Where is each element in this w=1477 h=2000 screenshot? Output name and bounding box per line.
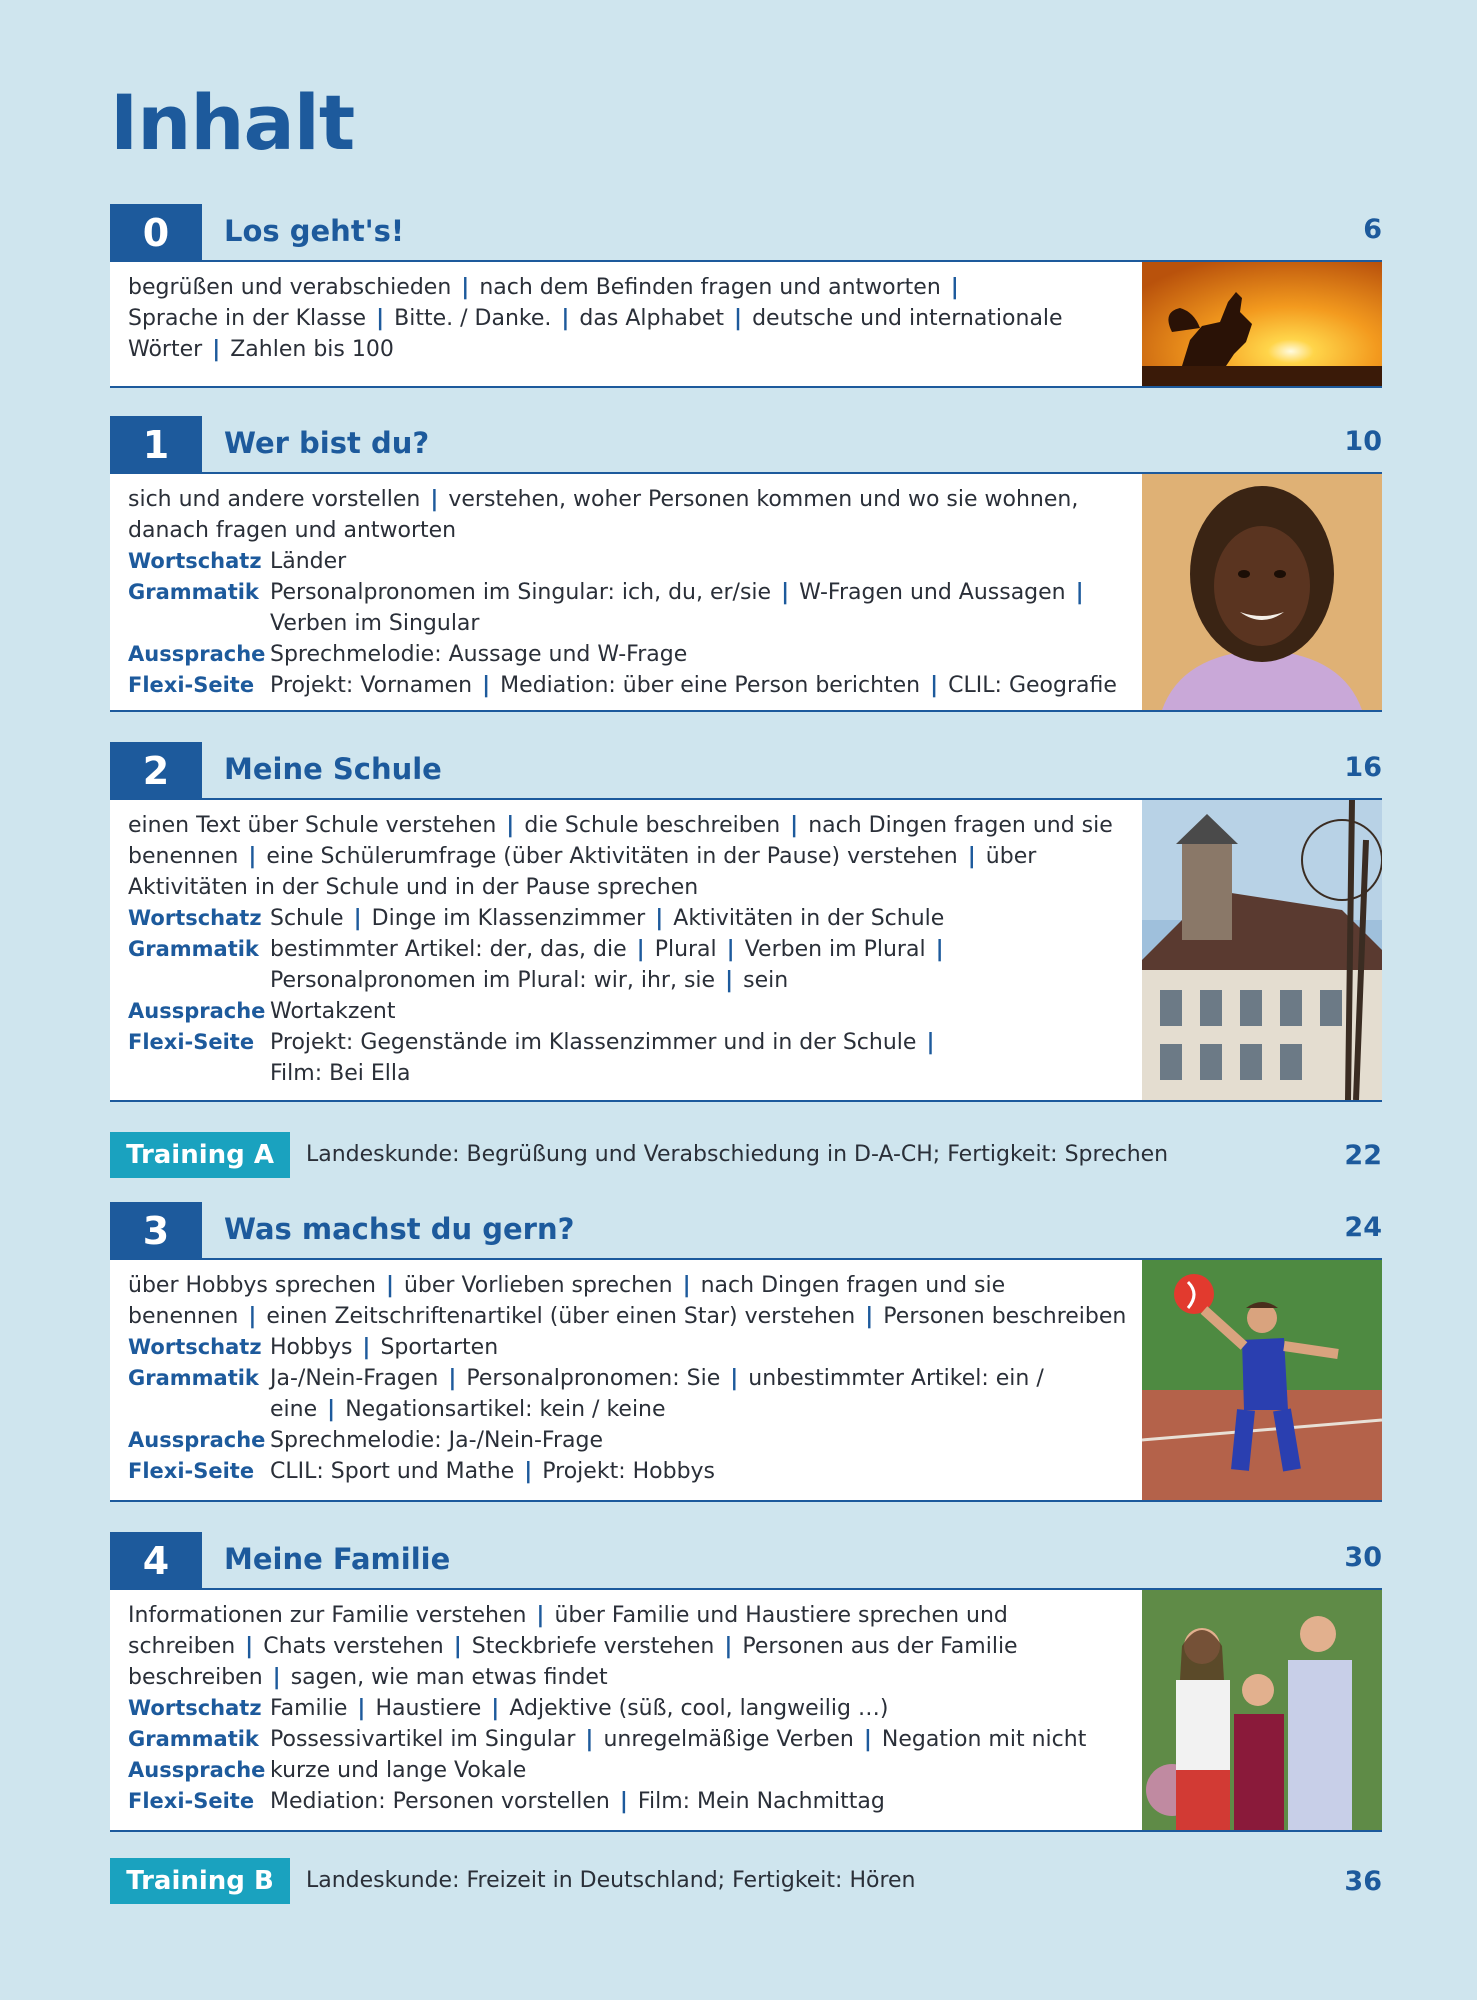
unit-header xyxy=(110,204,1382,262)
separator: | xyxy=(482,673,491,698)
topic: über Vorlieben sprechen xyxy=(403,1273,673,1298)
separator: | xyxy=(461,275,470,300)
flexi-row xyxy=(128,670,1138,701)
topic: einen Text über Schule verstehen xyxy=(128,813,497,838)
separator: | xyxy=(357,1696,366,1721)
unit-page-number[interactable]: 30 xyxy=(1344,1542,1382,1573)
aussprache-row xyxy=(128,639,1138,670)
unit-content xyxy=(128,810,1138,1089)
unit-2 xyxy=(110,742,1382,1102)
separator: | xyxy=(561,306,570,331)
unit-page-number[interactable]: 16 xyxy=(1344,752,1382,783)
sunset-rooster-photo xyxy=(1142,262,1382,386)
unit-number: 2 xyxy=(110,742,202,800)
flexi-row xyxy=(128,1786,1138,1817)
unit-title[interactable]: Wer bist du? xyxy=(224,426,430,460)
separator: | xyxy=(248,1304,257,1329)
topic: Sprache in der Klasse xyxy=(128,306,367,331)
topic: Ja-/Nein-Fragen xyxy=(270,1366,439,1391)
grammatik-row xyxy=(128,934,1138,996)
flexi-label: Flexi-Seite xyxy=(128,1459,255,1483)
topic: einen Zeitschriftenartikel (über einen Star) verstehen xyxy=(266,1304,856,1329)
topic: Aktivitäten in der Schule xyxy=(673,906,945,931)
aussprache-label: Aussprache xyxy=(128,642,266,666)
separator: | xyxy=(865,1304,874,1329)
training-page-number[interactable]: 22 xyxy=(1344,1140,1382,1171)
wortschatz-label: Wortschatz xyxy=(128,1335,262,1359)
wortschatz-row xyxy=(128,903,1138,934)
separator: | xyxy=(245,1634,254,1659)
topic: Verben im Plural xyxy=(744,937,926,962)
aussprache-row xyxy=(128,996,1138,1027)
topic: Informationen zur Familie verstehen xyxy=(128,1603,527,1628)
topic: sagen, wie man etwas findet xyxy=(290,1665,608,1690)
grammatik-row xyxy=(128,1363,1138,1425)
unit-header xyxy=(110,1532,1382,1590)
grammatik-row xyxy=(128,1724,1138,1755)
unit-1 xyxy=(110,416,1382,712)
separator: | xyxy=(967,844,976,869)
topic: deutsche und internationale Wörter xyxy=(128,306,1063,362)
separator: | xyxy=(385,1273,394,1298)
unit-number: 3 xyxy=(110,1202,202,1260)
topic: Possessivartikel im Singular xyxy=(270,1727,576,1752)
topic: Film: Bei Ella xyxy=(270,1061,411,1086)
separator: | xyxy=(950,275,959,300)
separator: | xyxy=(491,1696,500,1721)
topic: Film: Mein Nachmittag xyxy=(637,1789,885,1814)
wortschatz-label: Wortschatz xyxy=(128,906,262,930)
separator: | xyxy=(536,1603,545,1628)
topic: die Schule beschreiben xyxy=(524,813,781,838)
topic: Sprechmelodie: Aussage und W-Frage xyxy=(270,642,688,667)
unit-0 xyxy=(110,204,1382,388)
unit-content xyxy=(128,1270,1138,1487)
unit-body xyxy=(110,800,1382,1102)
topic: Familie xyxy=(270,1696,348,1721)
separator: | xyxy=(730,1366,739,1391)
separator: | xyxy=(212,337,221,362)
girl-portrait-photo xyxy=(1142,474,1382,710)
separator: | xyxy=(725,968,734,993)
training-badge[interactable]: Training B xyxy=(110,1858,290,1904)
separator: | xyxy=(353,906,362,931)
topic: W-Fragen und Aussagen xyxy=(799,580,1066,605)
topic: sein xyxy=(743,968,789,993)
unit-title[interactable]: Meine Familie xyxy=(224,1542,451,1576)
flexi-label: Flexi-Seite xyxy=(128,673,255,697)
separator: | xyxy=(781,580,790,605)
unit-header xyxy=(110,742,1382,800)
unit-3 xyxy=(110,1202,1382,1502)
unit-number: 1 xyxy=(110,416,202,474)
training-badge[interactable]: Training A xyxy=(110,1132,290,1178)
aussprache-label: Aussprache xyxy=(128,1428,266,1452)
topic: Wortakzent xyxy=(270,999,396,1024)
unit-body xyxy=(110,1590,1382,1832)
unit-content xyxy=(128,272,1138,365)
separator: | xyxy=(863,1727,872,1752)
unit-header xyxy=(110,1202,1382,1260)
separator: | xyxy=(453,1634,462,1659)
separator: | xyxy=(1075,580,1084,605)
unit-body xyxy=(110,474,1382,712)
topic: bestimmter Artikel: der, das, die xyxy=(270,937,627,962)
separator: | xyxy=(935,937,944,962)
grammatik-label: Grammatik xyxy=(128,580,259,604)
flexi-label: Flexi-Seite xyxy=(128,1789,255,1813)
unit-title[interactable]: Los geht's! xyxy=(224,214,405,248)
topic: Personen aus der Familie beschreiben xyxy=(128,1634,1018,1690)
separator: | xyxy=(636,937,645,962)
aussprache-label: Aussprache xyxy=(128,999,266,1023)
unit-title[interactable]: Was machst du gern? xyxy=(224,1212,575,1246)
topic: nach dem Befinden fragen und antworten xyxy=(479,275,941,300)
separator: | xyxy=(790,813,799,838)
topic: begrüßen und verabschieden xyxy=(128,275,452,300)
grammatik-label: Grammatik xyxy=(128,1366,259,1390)
flexi-row xyxy=(128,1027,1138,1089)
topic: verstehen, woher Personen kommen und wo sie wohnen, danach fragen und antworten xyxy=(128,487,1079,543)
topic: Sportarten xyxy=(380,1335,499,1360)
unit-number: 0 xyxy=(110,204,202,262)
unit-content xyxy=(128,1600,1138,1817)
flexi-label: Flexi-Seite xyxy=(128,1030,255,1054)
separator: | xyxy=(376,306,385,331)
wortschatz-row xyxy=(128,1693,1138,1724)
aussprache-row xyxy=(128,1755,1138,1786)
wortschatz-row xyxy=(128,546,1138,577)
aussprache-label: Aussprache xyxy=(128,1758,266,1782)
topic: über Aktivitäten in der Schule und in der Pause sprechen xyxy=(128,844,1037,900)
separator: | xyxy=(682,1273,691,1298)
topic: Dinge im Klassenzimmer xyxy=(371,906,646,931)
separator: | xyxy=(272,1665,281,1690)
topic: unregelmäßige Verben xyxy=(603,1727,854,1752)
grammatik-label: Grammatik xyxy=(128,937,259,961)
unit-body xyxy=(110,262,1382,388)
topic: Sprechmelodie: Ja-/Nein-Frage xyxy=(270,1428,604,1453)
topic: sich und andere vorstellen xyxy=(128,487,421,512)
topic: Chats verstehen xyxy=(263,1634,444,1659)
separator: | xyxy=(726,937,735,962)
separator: | xyxy=(506,813,515,838)
separator: | xyxy=(619,1789,628,1814)
unit-number: 4 xyxy=(110,1532,202,1590)
unit-content xyxy=(128,484,1138,701)
topic: CLIL: Sport und Mathe xyxy=(270,1459,515,1484)
aussprache-row xyxy=(128,1425,1138,1456)
topic: über Familie und Haustiere sprechen und schreiben xyxy=(128,1603,1008,1659)
topic: eine Schülerumfrage (über Aktivitäten in der Pause) verstehen xyxy=(266,844,958,869)
topic: Projekt: Gegenstände im Klassenzimmer und in der Schule xyxy=(270,1030,917,1055)
topic: Zahlen bis 100 xyxy=(230,337,394,362)
separator: | xyxy=(430,487,439,512)
topic: Hobbys xyxy=(270,1335,353,1360)
separator: | xyxy=(248,844,257,869)
topic: Verben im Singular xyxy=(270,611,480,636)
wortschatz-row xyxy=(128,1332,1138,1363)
topic: unbestimmter Artikel: ein / eine xyxy=(270,1366,1044,1422)
topic: über Hobbys sprechen xyxy=(128,1273,376,1298)
separator: | xyxy=(362,1335,371,1360)
topic: Personalpronomen im Plural: wir, ihr, sie xyxy=(270,968,716,993)
topic: nach Dingen fragen und sie benennen xyxy=(128,813,1113,869)
separator: | xyxy=(448,1366,457,1391)
topic: das Alphabet xyxy=(579,306,725,331)
topic: nach Dingen fragen und sie benennen xyxy=(128,1273,1006,1329)
topic: Personalpronomen: Sie xyxy=(466,1366,721,1391)
unit-4 xyxy=(110,1532,1382,1832)
separator: | xyxy=(585,1727,594,1752)
unit-title[interactable]: Meine Schule xyxy=(224,752,442,786)
topic: Negation mit nicht xyxy=(881,1727,1087,1752)
topic: Personen beschreiben xyxy=(883,1304,1127,1329)
grammatik-label: Grammatik xyxy=(128,1727,259,1751)
training-b-row xyxy=(110,1858,1382,1904)
training-page-number[interactable]: 36 xyxy=(1344,1866,1382,1897)
family-photo xyxy=(1142,1590,1382,1830)
topic: Bitte. / Danke. xyxy=(394,306,552,331)
wortschatz-label: Wortschatz xyxy=(128,549,262,573)
flexi-row xyxy=(128,1456,1138,1487)
topic: Steckbriefe verstehen xyxy=(471,1634,715,1659)
wortschatz-label: Wortschatz xyxy=(128,1696,262,1720)
topic: Mediation: Personen vorstellen xyxy=(270,1789,610,1814)
topic: Länder xyxy=(270,549,347,574)
topic: Projekt: Hobbys xyxy=(542,1459,716,1484)
topic: CLIL: Geografie xyxy=(948,673,1117,698)
topic: Schule xyxy=(270,906,344,931)
unit-body xyxy=(110,1260,1382,1502)
unit-page-number[interactable]: 24 xyxy=(1344,1212,1382,1243)
school-building-photo xyxy=(1142,800,1382,1100)
training-description: Landeskunde: Begrüßung und Verabschiedung in D-A-CH; Fertigkeit: Sprechen xyxy=(306,1142,1169,1167)
topic: Negationsartikel: kein / keine xyxy=(345,1397,666,1422)
page-title: Inhalt xyxy=(110,78,355,167)
training-a-row xyxy=(110,1132,1382,1178)
unit-page-number[interactable]: 6 xyxy=(1363,214,1382,245)
topic: Mediation: über eine Person berichten xyxy=(500,673,921,698)
topic: Haustiere xyxy=(375,1696,482,1721)
topic: Personalpronomen im Singular: ich, du, er/sie xyxy=(270,580,772,605)
topic: Plural xyxy=(654,937,717,962)
grammatik-row xyxy=(128,577,1138,639)
unit-header xyxy=(110,416,1382,474)
training-description: Landeskunde: Freizeit in Deutschland; Fertigkeit: Hören xyxy=(306,1868,916,1893)
separator: | xyxy=(734,306,743,331)
handball-boy-photo xyxy=(1142,1260,1382,1500)
separator: | xyxy=(930,673,939,698)
unit-page-number[interactable]: 10 xyxy=(1344,426,1382,457)
topic: kurze und lange Vokale xyxy=(270,1758,527,1783)
separator: | xyxy=(926,1030,935,1055)
separator: | xyxy=(655,906,664,931)
topic: Projekt: Vornamen xyxy=(270,673,473,698)
separator: | xyxy=(524,1459,533,1484)
separator: | xyxy=(724,1634,733,1659)
separator: | xyxy=(327,1397,336,1422)
topic: Adjektive (süß, cool, langweilig …) xyxy=(509,1696,889,1721)
